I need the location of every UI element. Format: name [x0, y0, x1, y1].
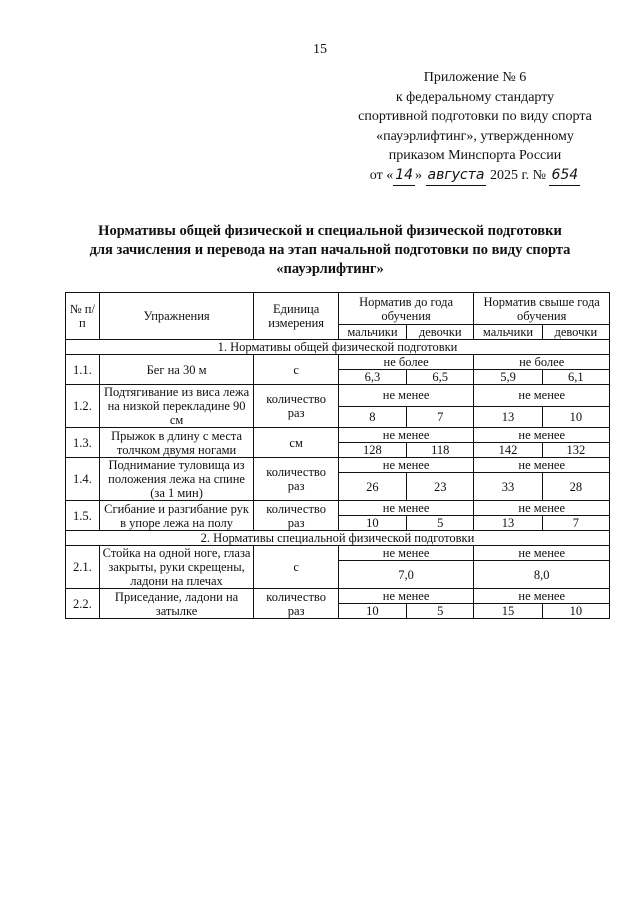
row-unit: количество раз: [254, 385, 338, 428]
row-exercise: Подтягивание из виса лежа на низкой перекладине 90 см: [99, 385, 254, 428]
value-cell: 13: [474, 516, 542, 531]
row-condition: не менее: [338, 546, 474, 561]
section-title: 1. Нормативы общей физической подготовки: [66, 340, 610, 355]
value-cell: 23: [407, 473, 474, 501]
value-cell: 15: [474, 604, 542, 619]
row-num: 1.2.: [66, 385, 100, 428]
row-unit: количество раз: [254, 501, 338, 531]
value-cell: 6,5: [407, 370, 474, 385]
title-line: Нормативы общей физической и специальной физической подготовки: [98, 223, 562, 239]
header-norm-after: Норматив свыше года обучения: [474, 293, 610, 325]
value-cell: 5,9: [474, 370, 542, 385]
row-unit: см: [254, 428, 338, 458]
row-num: 1.1.: [66, 355, 100, 385]
value-cell: 142: [474, 443, 542, 458]
row-condition: не менее: [338, 385, 474, 407]
row-num: 1.5.: [66, 501, 100, 531]
row-exercise: Приседание, ладони на затылке: [99, 589, 254, 619]
value-cell: 28: [542, 473, 609, 501]
value-cell: 7,0: [338, 561, 474, 589]
row-num: 1.3.: [66, 428, 100, 458]
header-num: № п/п: [66, 293, 100, 340]
order-close: »: [415, 167, 423, 183]
order-number: 654: [549, 166, 580, 187]
value-cell: 118: [407, 443, 474, 458]
row-num: 1.4.: [66, 458, 100, 501]
appendix-line: спортивной подготовки по виду спорта: [358, 109, 592, 124]
header-unit: Единица измерения: [254, 293, 338, 340]
value-cell: 5: [407, 516, 474, 531]
document-title: [60, 222, 600, 279]
value-cell: 33: [474, 473, 542, 501]
value-cell: 10: [542, 604, 609, 619]
title-line: для зачисления и перевода на этап начальной подготовки по виду спорта: [89, 242, 571, 258]
order-line: [340, 166, 610, 187]
row-condition: не менее: [474, 589, 610, 604]
title-line: «пауэрлифтинг»: [276, 261, 384, 277]
row-condition: не менее: [338, 589, 474, 604]
value-cell: 128: [338, 443, 406, 458]
value-cell: 132: [542, 443, 609, 458]
header-girls: девочки: [542, 325, 609, 340]
row-exercise: Бег на 30 м: [99, 355, 254, 385]
row-condition: не менее: [474, 501, 610, 516]
row-num: 2.1.: [66, 546, 100, 589]
appendix-line: «пауэрлифтинг», утвержденному: [376, 128, 574, 144]
appendix-line: Приложение № 6: [423, 70, 527, 85]
page-number: 15: [313, 42, 327, 57]
value-cell: 13: [474, 406, 542, 428]
row-condition: не менее: [338, 501, 474, 516]
row-condition: не менее: [338, 428, 474, 443]
header-boys: мальчики: [474, 325, 542, 340]
value-cell: 10: [338, 516, 406, 531]
header-exercise: Упражнения: [99, 293, 254, 340]
row-exercise: Поднимание туловища из положения лежа на спине (за 1 мин): [99, 458, 254, 501]
row-unit: количество раз: [254, 458, 338, 501]
value-cell: 6,3: [338, 370, 406, 385]
norms-table: [65, 292, 610, 619]
row-condition: не менее: [474, 458, 610, 473]
value-cell: 5: [407, 604, 474, 619]
appendix-line: к федеральному стандарту: [395, 89, 555, 105]
row-exercise: Сгибание и разгибание рук в упоре лежа на полу: [99, 501, 254, 531]
row-condition: не менее: [474, 546, 610, 561]
order-day: 14: [393, 166, 415, 187]
row-condition: не более: [474, 355, 610, 370]
value-cell: 10: [542, 406, 609, 428]
header-girls: девочки: [407, 325, 474, 340]
row-condition: не менее: [338, 458, 474, 473]
value-cell: 7: [407, 406, 474, 428]
appendix-line: приказом Минспорта России: [388, 148, 562, 163]
row-exercise: Прыжок в длину с места толчком двумя ногами: [99, 428, 254, 458]
value-cell: 6,1: [542, 370, 609, 385]
row-condition: не менее: [474, 428, 610, 443]
row-unit: с: [254, 546, 338, 589]
row-num: 2.2.: [66, 589, 100, 619]
order-from: от «: [369, 167, 394, 183]
row-unit: с: [254, 355, 338, 385]
order-month: августа: [426, 166, 487, 187]
row-unit: количество раз: [254, 589, 338, 619]
value-cell: 8: [338, 406, 406, 428]
row-exercise: Стойка на одной ноге, глаза закрыты, руки скрещены, ладони на плечах: [99, 546, 254, 589]
value-cell: 10: [338, 604, 406, 619]
section-title: 2. Нормативы специальной физической подготовки: [66, 531, 610, 546]
header-norm-before: Норматив до года обучения: [338, 293, 474, 325]
header-boys: мальчики: [338, 325, 406, 340]
order-year: 2025 г. №: [489, 167, 546, 183]
row-condition: не менее: [474, 385, 610, 407]
value-cell: 7: [542, 516, 609, 531]
appendix-header: [340, 68, 610, 186]
row-condition: не более: [338, 355, 474, 370]
value-cell: 26: [338, 473, 406, 501]
value-cell: 8,0: [474, 561, 610, 589]
